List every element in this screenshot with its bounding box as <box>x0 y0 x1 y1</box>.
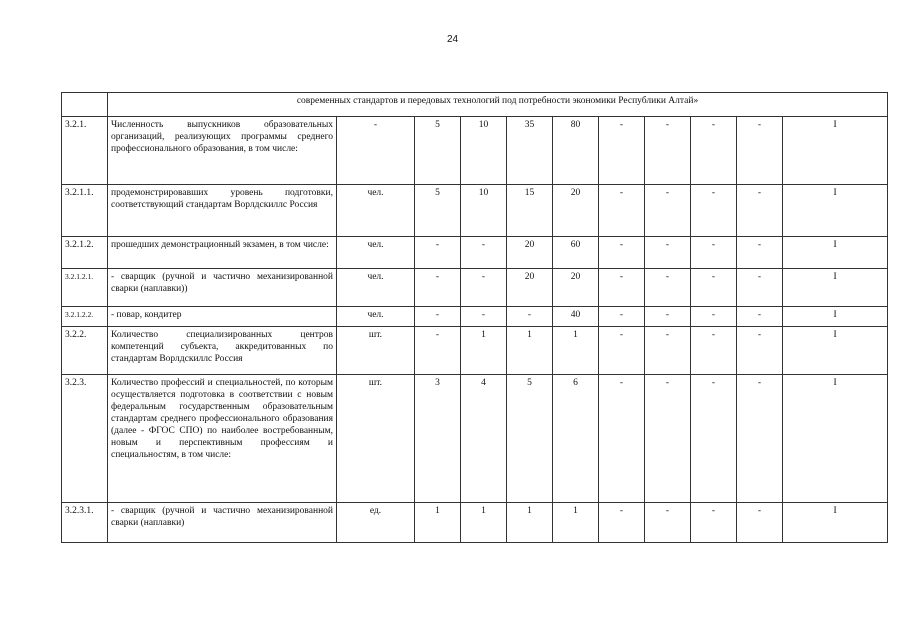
unit-cell: чел. <box>337 185 415 237</box>
last-cell: I <box>783 327 888 375</box>
value-cell: - <box>415 237 461 269</box>
value-cell: 5 <box>507 375 553 503</box>
row-number: 3.2.1.2.1. <box>62 269 108 307</box>
value-cell: - <box>737 375 783 503</box>
value-cell: - <box>737 503 783 543</box>
value-cell: - <box>737 307 783 327</box>
row-number: 3.2.2. <box>62 327 108 375</box>
value-cell: - <box>691 237 737 269</box>
value-cell: 20 <box>507 237 553 269</box>
page-number: 24 <box>446 34 459 45</box>
indicator-description: прошедших демонстрационный экзамен, в том числе: <box>108 237 337 269</box>
value-cell: - <box>461 237 507 269</box>
value-cell: 4 <box>461 375 507 503</box>
table-row <box>62 327 888 375</box>
value-cell: 1 <box>461 503 507 543</box>
table-row <box>62 503 888 543</box>
last-cell: I <box>783 185 888 237</box>
value-cell: 20 <box>507 269 553 307</box>
indicator-description: - сварщик (ручной и частично механизированной сварки (наплавки)) <box>108 269 337 307</box>
unit-cell: чел. <box>337 269 415 307</box>
value-cell: 10 <box>461 185 507 237</box>
value-cell: - <box>645 327 691 375</box>
unit-cell: чел. <box>337 237 415 269</box>
last-cell: I <box>783 117 888 185</box>
value-cell: 20 <box>553 269 599 307</box>
value-cell: - <box>599 269 645 307</box>
value-cell: - <box>645 503 691 543</box>
table-row <box>62 185 888 237</box>
value-cell: 40 <box>553 307 599 327</box>
value-cell: 1 <box>553 503 599 543</box>
value-cell: - <box>599 503 645 543</box>
indicator-description: - сварщик (ручной и частично механизированной сварки (наплавки) <box>108 503 337 543</box>
value-cell: - <box>645 117 691 185</box>
value-cell: 5 <box>415 117 461 185</box>
value-cell: - <box>599 237 645 269</box>
value-cell: - <box>415 307 461 327</box>
row-number: 3.2.1.1. <box>62 185 108 237</box>
table-row <box>62 307 888 327</box>
unit-cell: ед. <box>337 503 415 543</box>
indicator-description: Количество профессий и специальностей, по которым осуществляется подготовка в соответствии с новым федеральным государственным образовательным стандартам среднего профессионального образования (далее - ФГОС СПО) по наиболее востребованным, новым и перспективным профессиям и специальностям, в том числе: <box>108 375 337 503</box>
value-cell: 15 <box>507 185 553 237</box>
last-cell: I <box>783 307 888 327</box>
value-cell: - <box>599 327 645 375</box>
value-cell: 1 <box>553 327 599 375</box>
value-cell: - <box>691 503 737 543</box>
value-cell: - <box>599 375 645 503</box>
last-cell: I <box>783 503 888 543</box>
value-cell: - <box>737 237 783 269</box>
value-cell: - <box>737 117 783 185</box>
last-cell: I <box>783 269 888 307</box>
value-cell: 20 <box>553 185 599 237</box>
value-cell: 80 <box>553 117 599 185</box>
value-cell: - <box>645 307 691 327</box>
table-row <box>62 117 888 185</box>
indicator-description: Количество специализированных центров компетенций субъекта, аккредитованных по стандартам Ворлдскиллс Россия <box>108 327 337 375</box>
indicators-table <box>61 92 888 543</box>
row-number: 3.2.3. <box>62 375 108 503</box>
indicator-description: - повар, кондитер <box>108 307 337 327</box>
table-header-row <box>62 93 888 117</box>
value-cell: - <box>691 185 737 237</box>
value-cell: - <box>415 269 461 307</box>
row-number: 3.2.1.2.2. <box>62 307 108 327</box>
value-cell: 60 <box>553 237 599 269</box>
unit-cell: шт. <box>337 327 415 375</box>
value-cell: - <box>737 185 783 237</box>
value-cell: - <box>645 269 691 307</box>
value-cell: 10 <box>461 117 507 185</box>
value-cell: - <box>461 307 507 327</box>
indicator-description: продемонстрировавших уровень подготовки, соответствующий стандартам Ворлдскиллс Россия <box>108 185 337 237</box>
table-row <box>62 375 888 503</box>
table-row <box>62 269 888 307</box>
value-cell: - <box>645 237 691 269</box>
value-cell: - <box>507 307 553 327</box>
table-row <box>62 237 888 269</box>
indicator-description: Численность выпускников образовательных организаций, реализующих программы среднего профессионального образования, в том числе: <box>108 117 337 185</box>
header-empty-cell <box>62 93 108 117</box>
value-cell: - <box>737 327 783 375</box>
value-cell: - <box>691 327 737 375</box>
value-cell: 5 <box>415 185 461 237</box>
value-cell: - <box>599 117 645 185</box>
section-title: современных стандартов и передовых технологий под потребности экономики Республики Алтай» <box>108 93 888 117</box>
value-cell: - <box>645 375 691 503</box>
last-cell: I <box>783 237 888 269</box>
value-cell: - <box>691 269 737 307</box>
value-cell: 6 <box>553 375 599 503</box>
value-cell: - <box>737 269 783 307</box>
row-number: 3.2.1. <box>62 117 108 185</box>
unit-cell: шт. <box>337 375 415 503</box>
value-cell: - <box>599 185 645 237</box>
value-cell: 1 <box>461 327 507 375</box>
value-cell: 1 <box>507 327 553 375</box>
value-cell: - <box>461 269 507 307</box>
value-cell: - <box>415 327 461 375</box>
value-cell: - <box>691 375 737 503</box>
row-number: 3.2.3.1. <box>62 503 108 543</box>
row-number: 3.2.1.2. <box>62 237 108 269</box>
value-cell: 1 <box>507 503 553 543</box>
value-cell: - <box>691 307 737 327</box>
unit-cell: - <box>337 117 415 185</box>
value-cell: - <box>645 185 691 237</box>
value-cell: - <box>691 117 737 185</box>
value-cell: 1 <box>415 503 461 543</box>
value-cell: - <box>599 307 645 327</box>
last-cell: I <box>783 375 888 503</box>
value-cell: 35 <box>507 117 553 185</box>
value-cell: 3 <box>415 375 461 503</box>
unit-cell: чел. <box>337 307 415 327</box>
